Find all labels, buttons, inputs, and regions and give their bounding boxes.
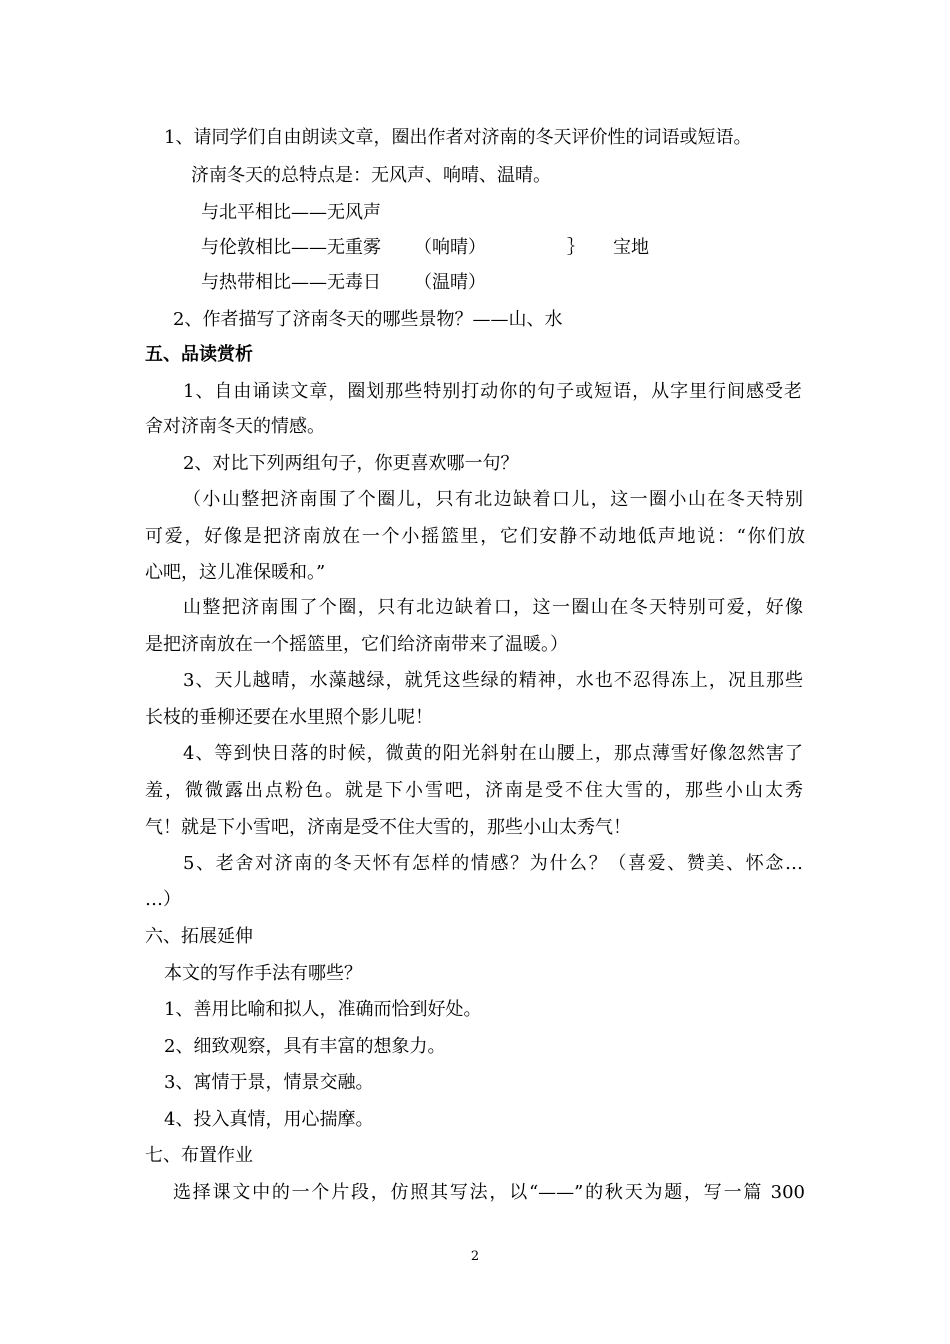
comparison-tropics-feature: （温晴）	[414, 272, 486, 293]
comparison-sentence-b-line-1: 山整把济南围了个圈，只有北边缺着口，这一圈山在冬天特别可爱，好像	[183, 597, 803, 618]
section-7-assignment: 选择课文中的一个片段，仿照其写法，以“——”的秋天为题，写一篇 300	[173, 1182, 805, 1203]
section-6-item-3: 3、寓情于景，情景交融。	[164, 1072, 374, 1093]
section-7-heading: 七、布置作业	[145, 1145, 253, 1166]
comparison-brace: ｝	[567, 237, 585, 258]
section-5-item-3-line-2: 长枝的垂柳还要在水里照个影儿呢！	[145, 707, 433, 728]
question-1-text: 1、请同学们自由朗读文章，圈出作者对济南的冬天评价性的词语或短语。	[164, 127, 752, 148]
comparison-sentence-a-line-2: 可爱，好像是把济南放在一个小摇篮里，它们安静不动地低声地说：“你们放	[145, 526, 805, 547]
section-5-item-5-line-1: 5、老舍对济南的冬天怀有怎样的情感？为什么？（喜爱、赞美、怀念…	[183, 853, 803, 874]
comparison-tropics: 与热带相比——无毒日	[201, 272, 381, 293]
comparison-beiping: 与北平相比——无风声	[201, 202, 381, 223]
section-5-heading: 五、品读赏析	[145, 344, 253, 365]
section-6-item-1: 1、善用比喻和拟人，准确而恰到好处。	[164, 999, 482, 1020]
section-5-item-4-line-3: 气！就是下小雪吧，济南是受不住大雪的，那些小山太秀气！	[145, 817, 631, 838]
section-6-intro: 本文的写作手法有哪些？	[164, 963, 362, 984]
question-2-text: 2、作者描写了济南冬天的哪些景物？——山、水	[173, 309, 563, 330]
section-5-item-4-line-2: 羞，微微露出点粉色。就是下小雪吧，济南是受不住大雪的，那些小山太秀	[145, 780, 803, 801]
section-5-item-4-line-1: 4、等到快日落的时候，微黄的阳光斜射在山腰上，那点薄雪好像忽然害了	[183, 743, 803, 764]
section-5-item-3-line-1: 3、天儿越晴，水藻越绿，就凭这些绿的精神，水也不忍得冻上，况且那些	[183, 670, 803, 691]
comparison-sentence-a-line-1: （小山整把济南围了个圈儿，只有北边缺着口儿，这一圈小山在冬天特别	[183, 489, 803, 510]
section-5-item-1-line-1: 1、自由诵读文章，圈划那些特别打动你的句子或短语，从字里行间感受老	[183, 381, 802, 402]
winter-features-summary: 济南冬天的总特点是：无风声、响晴、温晴。	[191, 165, 551, 186]
section-6-item-4: 4、投入真情，用心揣摩。	[164, 1109, 374, 1130]
comparison-conclusion: 宝地	[613, 237, 649, 258]
comparison-london-feature: （响晴）	[414, 237, 486, 258]
section-5-item-1-line-2: 舍对济南冬天的情感。	[145, 416, 325, 437]
section-6-item-2: 2、细致观察，具有丰富的想象力。	[164, 1036, 446, 1057]
section-5-item-5-line-2: …）	[145, 889, 181, 910]
section-6-heading: 六、拓展延伸	[145, 926, 253, 947]
comparison-sentence-a-line-3: 心吧，这儿准保暖和。”	[145, 562, 326, 583]
comparison-london: 与伦敦相比——无重雾	[201, 237, 381, 258]
page-number: 2	[470, 1249, 480, 1264]
comparison-sentence-b-line-2: 是把济南放在一个摇篮里，它们给济南带来了温暖。）	[145, 634, 568, 655]
section-5-item-2: 2、对比下列两组句子，你更喜欢哪一句？	[183, 453, 519, 474]
